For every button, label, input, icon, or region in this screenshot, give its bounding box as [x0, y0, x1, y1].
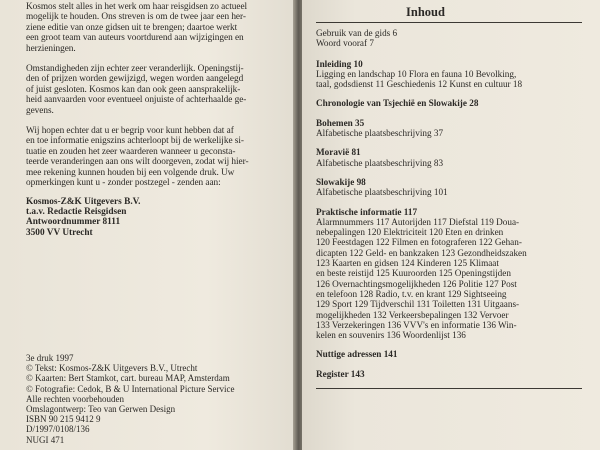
- left-page: [0, 0, 296, 450]
- paragraph-line: tuatie en zouden het zeer waarderen wanneer u geconsta-: [26, 146, 236, 157]
- toc-list: [316, 59, 582, 389]
- paragraph-line: ziene editie van onze gidsen uit te brengen; daartoe werkt: [26, 22, 238, 33]
- imprint-line: D/1997/0108/136: [26, 424, 90, 435]
- toc-line: 129 Sport 129 Tijdverschil 131 Toiletten 131 Uitgaans-: [316, 299, 520, 310]
- right-page: [302, 0, 600, 450]
- paragraph-line: heid aanvaarden voor eventueel onjuiste of achterhaalde ge-: [26, 95, 247, 106]
- toc-section-heading: Chronologie van Tsjechië en Slowakije 28: [316, 98, 479, 109]
- address-line: 3500 VV Utrecht: [26, 227, 93, 238]
- toc-line: taal, godsdienst 11 Geschiedenis 12 Kunst en cultuur 18: [316, 79, 523, 90]
- address-line: t.a.v. Redactie Reisgidsen: [26, 206, 127, 217]
- imprint-line: Omslagontwerp: Teo van Gerwen Design: [26, 404, 176, 415]
- imprint-line: © Kaarten: Bert Stamkot, cart. bureau MAP, Amsterdam: [26, 373, 230, 384]
- paragraph-line: den of prijzen worden gewijzigd, wegen worden aangelegd: [26, 74, 244, 85]
- paragraph-line: Kosmos stelt alles in het werk om haar reisgidsen zo actueel: [26, 2, 248, 12]
- toc-bottom-rule: [316, 388, 582, 389]
- toc-line: Alfabetische plaatsbeschrijving 83: [316, 157, 444, 168]
- address-line: Antwoordnummer 8111: [26, 217, 121, 228]
- toc-section-heading: Moravië 81: [316, 147, 361, 158]
- imprint-line: Alle rechten voorbehouden: [26, 393, 124, 404]
- toc-line: kelen en souvenirs 136 Woordenlijst 136: [316, 330, 466, 341]
- paragraph-line: mee rekening kunnen houden bij een volgende druk. Uw: [26, 167, 235, 178]
- toc-line: Alfabetische plaatsbeschrijving 101: [316, 187, 448, 198]
- toc-line: en telefoon 128 Radio, t.v. en krant 129 Sightseeing: [316, 288, 507, 299]
- toc-line: Woord vooraf 7: [316, 38, 374, 49]
- imprint-line: 3e druk 1997: [26, 353, 74, 363]
- paragraph-line: een groot team van auteurs voortdurend aan wijzigingen en: [26, 33, 244, 44]
- intro-text: [26, 2, 282, 189]
- toc-title: Inhoud: [406, 5, 445, 19]
- intro-paragraph: [26, 2, 282, 54]
- toc-line: Alfabetische plaatsbeschrijving 37: [316, 128, 444, 139]
- toc-section: [316, 98, 582, 108]
- toc-section-heading: Bohemen 35: [316, 117, 365, 128]
- toc-line: Gebruik van de gids 6: [316, 28, 398, 38]
- toc-line: nebepalingen 120 Elektriciteit 120 Eten en drinken: [316, 227, 504, 238]
- toc-section-heading: Praktische informatie 117: [316, 206, 418, 217]
- toc-section-heading: Register 143: [316, 368, 365, 379]
- paragraph-line: mogelijk te houden. Ons streven is om de twee jaar een her-: [26, 12, 246, 23]
- toc-top-rule: [316, 22, 582, 23]
- toc-section: [316, 147, 582, 168]
- paragraph-line: opmerkingen kunt u - zonder postzegel - zenden aan:: [26, 178, 221, 189]
- publisher-address: [26, 197, 282, 239]
- intro-paragraph: [26, 64, 282, 116]
- imprint-line: NUGI 471: [26, 434, 65, 445]
- toc-line: 120 Feestdagen 122 Filmen en fotograferen 122 Gehan-: [316, 237, 522, 248]
- toc-line: 123 Kaarten en gidsen 124 Kinderen 125 Klimaat: [316, 258, 499, 269]
- toc-section-heading: Inleiding 10: [316, 58, 363, 69]
- toc-line: 126 Overnachtingsmogelijkheden 126 Politie 127 Post: [316, 278, 517, 289]
- toc-section: [316, 118, 582, 139]
- toc-line: 133 Verzekeringen 136 VVV's en informatie 136 Win-: [316, 319, 517, 330]
- imprint-line: © Fotografie: Cedok, B & U International Picture Service: [26, 383, 235, 394]
- paragraph-line: teerde veranderingen aan ons wilt doorgeven, zodat wij hier-: [26, 157, 249, 168]
- paragraph-line: en toe informatie enigszins achterloopt bij de werkelijke si-: [26, 136, 244, 147]
- toc-section: [316, 369, 582, 379]
- address-line: Kosmos-Z&K Uitgevers B.V.: [26, 196, 141, 207]
- imprint-line: ISBN 90 215 9412 9: [26, 414, 101, 425]
- paragraph-line: Omstandigheden zijn echter zeer veranderlijk. Openingstij-: [26, 64, 244, 75]
- toc-line: Ligging en landschap 10 Flora en fauna 10 Bevolking,: [316, 68, 517, 79]
- intro-paragraph: [26, 126, 282, 188]
- paragraph-line: Wij hopen echter dat u er begrip voor kunt hebben dat af: [26, 126, 234, 137]
- toc-section: [316, 207, 582, 341]
- toc-front-matter: [316, 28, 582, 49]
- paragraph-line: gevens.: [26, 105, 54, 116]
- imprint-line: © Tekst: Kosmos-Z&K Uitgevers B.V., Utrecht: [26, 363, 198, 374]
- toc-section-heading: Slowakije 98: [316, 176, 366, 187]
- toc-section: [316, 177, 582, 198]
- toc-line: dicapten 122 Geld- en bankzaken 123 Gezondheidszaken: [316, 247, 527, 258]
- paragraph-line: herzieningen.: [26, 43, 76, 54]
- toc-section-heading: Nuttige adressen 141: [316, 349, 398, 360]
- toc-line: Alarmnummers 117 Autorijden 117 Diefstal 119 Doua-: [316, 216, 520, 227]
- toc-line: en beste reistijd 125 Kuuroorden 125 Openingstijden: [316, 268, 511, 279]
- paragraph-line: of juist gesloten. Kosmos kan dan ook geen aansprakelijk-: [26, 84, 241, 95]
- imprint-block: [26, 353, 235, 445]
- toc-line: mogelijkheden 132 Verkeersbepalingen 132 Vervoer: [316, 309, 509, 320]
- toc-section: [316, 349, 582, 359]
- toc-section: [316, 59, 582, 90]
